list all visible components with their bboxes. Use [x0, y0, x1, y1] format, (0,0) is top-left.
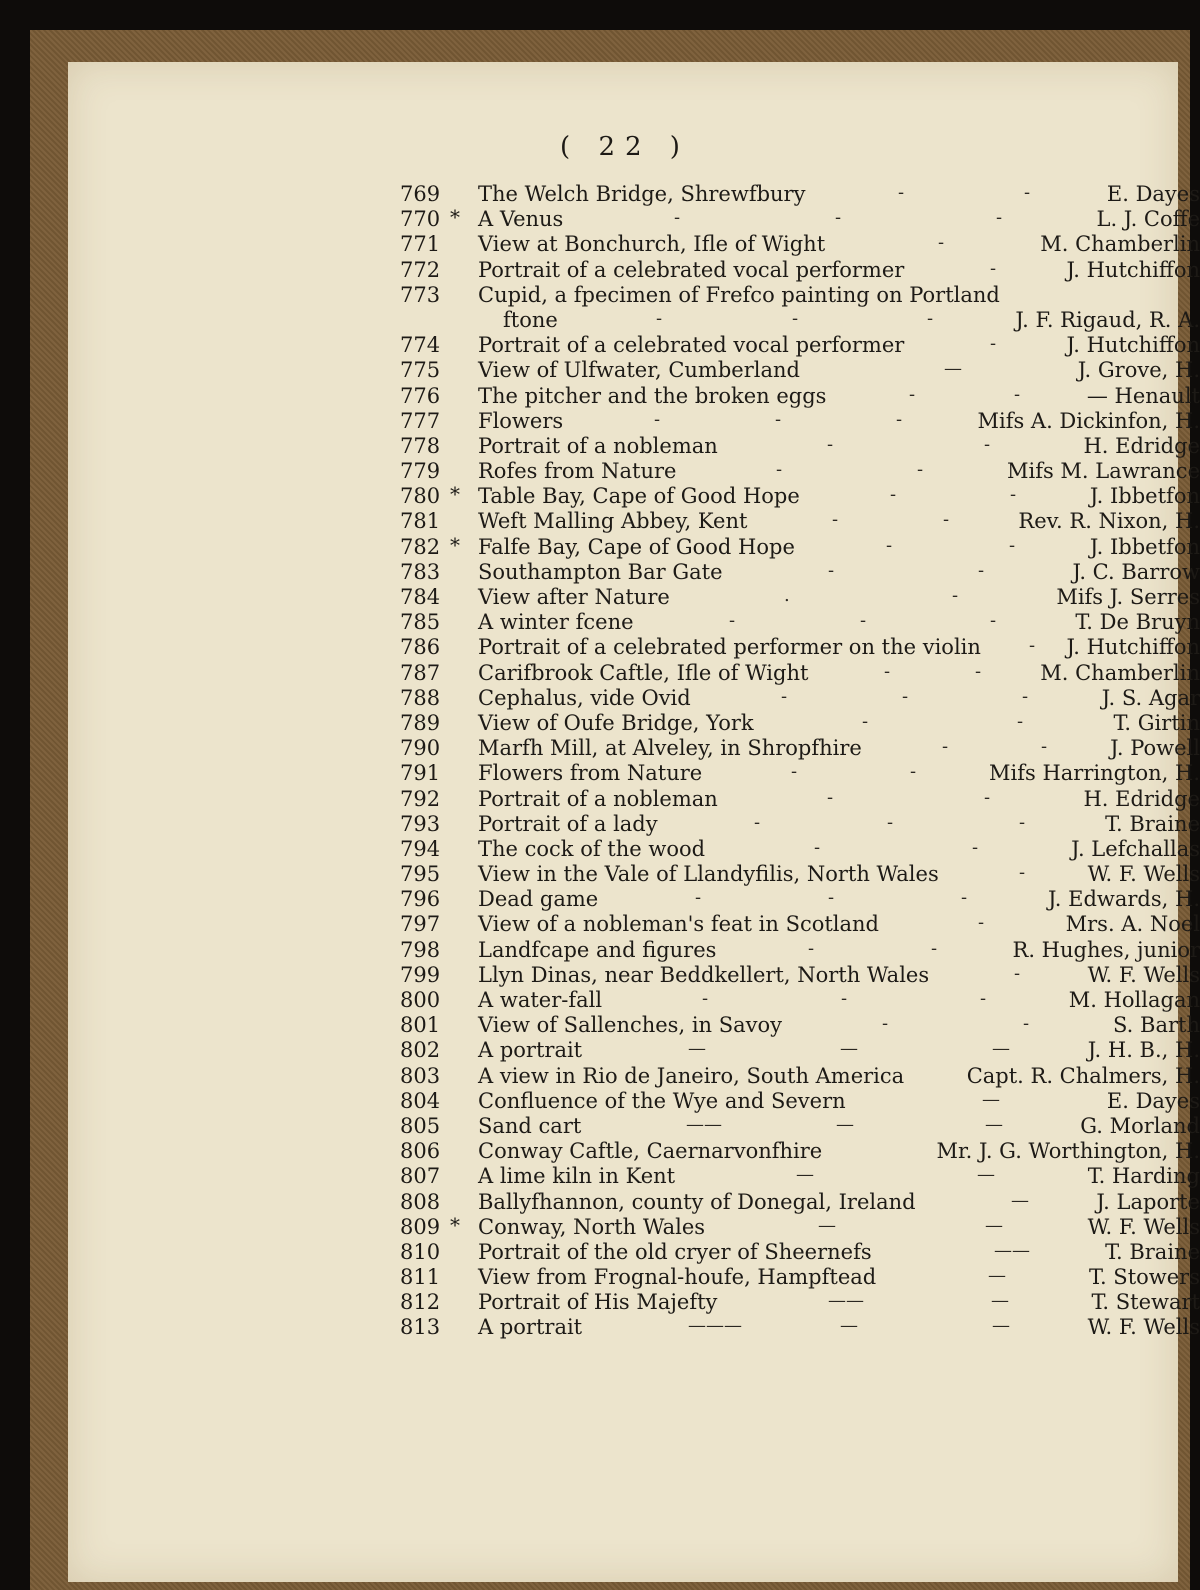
leader-dash: ——	[828, 1290, 864, 1311]
leader-dash: -	[882, 1013, 888, 1034]
entry-number: 790	[400, 736, 446, 760]
catalogue-entry	[68, 837, 1200, 862]
entry-artist: Capt. R. Chalmers, H.	[967, 1064, 1200, 1088]
asterisk-mark: *	[450, 533, 468, 557]
entry-title: The cock of the wood	[478, 837, 705, 861]
entry-title: View of Ulfwater, Cumberland	[478, 358, 800, 382]
leader-dash: -	[884, 661, 890, 682]
entry-artist: J. Hutchiffon	[1066, 258, 1200, 282]
leader-dash: .	[784, 585, 790, 606]
leader-dash: -	[943, 509, 949, 530]
leader-dash: -	[996, 207, 1002, 228]
leader-dash: -	[674, 207, 680, 228]
leader-dash: —	[944, 358, 962, 379]
leader-dash: —	[796, 1164, 814, 1185]
leader-dash: -	[975, 661, 981, 682]
leader-dash: —	[991, 1290, 1009, 1311]
leader-dash: —	[992, 1315, 1010, 1336]
catalogue-entry	[68, 912, 1200, 937]
entry-artist: L. J. Coffe	[1097, 207, 1200, 231]
entry-number: 811	[400, 1265, 446, 1289]
entry-title: Marfh Mill, at Alveley, in Shropfhire	[478, 736, 862, 760]
entry-number: 788	[400, 686, 446, 710]
leader-dash: -	[841, 988, 847, 1009]
leader-dash: -	[1017, 711, 1023, 732]
entry-title: View of a nobleman's feat in Scotland	[478, 912, 879, 936]
leader-dash: -	[1023, 1013, 1029, 1034]
leader-dash: -	[776, 459, 782, 480]
entry-artist: T. Stowers	[1089, 1265, 1200, 1289]
leader-dash: ———	[688, 1315, 742, 1336]
entry-number: 805	[400, 1114, 446, 1138]
entry-title: Falfe Bay, Cape of Good Hope	[478, 535, 795, 559]
leader-dash: -	[978, 912, 984, 933]
entry-number: 796	[400, 887, 446, 911]
catalogue-entry	[68, 938, 1200, 963]
entry-number: 775	[400, 358, 446, 382]
entry-title: Cupid, a fpecimen of Frefco painting on Portland	[478, 283, 1000, 307]
entry-number: 791	[400, 761, 446, 785]
leader-dash: —	[818, 1215, 836, 1236]
catalogue-entry	[68, 308, 1200, 333]
entry-number: 812	[400, 1290, 446, 1314]
entry-title: View after Nature	[478, 585, 670, 609]
entry-artist: T. Girtin	[1114, 711, 1200, 735]
catalogue-entry	[68, 1089, 1200, 1114]
leader-dash: -	[1019, 812, 1025, 833]
catalogue-entry	[68, 661, 1200, 686]
entry-artist: J. Grove, H.	[1078, 358, 1200, 382]
entry-artist: J. Ibbetfon	[1090, 484, 1200, 508]
leader-dash: -	[990, 333, 996, 354]
entry-artist: Mifs A. Dickinfon, H.	[977, 409, 1200, 433]
entry-number: 795	[400, 862, 446, 886]
leader-dash: —	[992, 1038, 1010, 1059]
entry-artist: J. F. Rigaud, R. A.	[1015, 308, 1200, 332]
catalogue-entry	[68, 1139, 1200, 1164]
entry-number: 771	[400, 232, 446, 256]
leader-dash: ——	[686, 1114, 722, 1135]
entry-artist: T. De Bruyn	[1075, 610, 1200, 634]
entry-artist: J. Hutchiffon	[1066, 635, 1200, 659]
leader-dash: —	[840, 1038, 858, 1059]
leader-dash: -	[931, 938, 937, 959]
leader-dash: -	[656, 308, 662, 329]
entry-artist: Mifs J. Serres	[1056, 585, 1200, 609]
leader-dash: -	[1014, 384, 1020, 405]
leader-dash: -	[835, 207, 841, 228]
catalogue-entry	[68, 711, 1200, 736]
catalogue-entry	[68, 358, 1200, 383]
entry-title: Southampton Bar Gate	[478, 560, 723, 584]
catalogue-entry	[68, 1064, 1200, 1089]
leader-dash: -	[961, 887, 967, 908]
entry-number: 781	[400, 509, 446, 533]
leader-dash: -	[828, 560, 834, 581]
leader-dash: -	[827, 787, 833, 808]
leader-dash: —	[988, 1265, 1006, 1286]
entry-number: 794	[400, 837, 446, 861]
catalogue-entry	[68, 686, 1200, 711]
entry-title: Flowers	[478, 409, 563, 433]
leader-dash: -	[862, 711, 868, 732]
entry-number: 783	[400, 560, 446, 584]
leader-dash: -	[814, 837, 820, 858]
entry-number: 792	[400, 787, 446, 811]
entry-number: 774	[400, 333, 446, 357]
catalogue-entry	[68, 787, 1200, 812]
leader-dash: -	[832, 509, 838, 530]
entry-title: Portrait of a lady	[478, 812, 658, 836]
catalogue-entry	[68, 963, 1200, 988]
catalogue-entry	[68, 1164, 1200, 1189]
entry-title: Table Bay, Cape of Good Hope	[478, 484, 800, 508]
catalogue-entry	[68, 1315, 1200, 1340]
catalogue-entry	[68, 283, 1200, 308]
entry-title: Portrait of a celebrated performer on the violin	[478, 635, 981, 659]
entry-artist: M. Hollagan	[1069, 988, 1200, 1012]
leader-dash: -	[938, 232, 944, 253]
entry-title: Conway, North Wales	[478, 1215, 705, 1239]
entry-title: Dead game	[478, 887, 598, 911]
leader-dash: —	[982, 1089, 1000, 1110]
leader-dash: -	[917, 459, 923, 480]
leader-dash: -	[1024, 182, 1030, 203]
entry-artist: H. Edridge	[1083, 787, 1200, 811]
entry-artist: — Henault	[1087, 384, 1200, 408]
leader-dash: -	[896, 409, 902, 430]
entry-number: 784	[400, 585, 446, 609]
leader-dash: -	[952, 585, 958, 606]
entry-artist: Rev. R. Nixon, H.	[1018, 509, 1200, 533]
leader-dash: -	[984, 787, 990, 808]
entry-number: 809	[400, 1215, 446, 1239]
leader-dash: -	[886, 535, 892, 556]
leader-dash: ——	[994, 1240, 1030, 1261]
entry-number: 798	[400, 938, 446, 962]
entry-number: 797	[400, 912, 446, 936]
catalogue-entry	[68, 409, 1200, 434]
catalogue-entry	[68, 887, 1200, 912]
leader-dash: -	[980, 988, 986, 1009]
entry-artist: H. Edridge	[1083, 434, 1200, 458]
entry-title: View at Bonchurch, Ifle of Wight	[478, 232, 825, 256]
entry-number: 782	[400, 535, 446, 559]
entry-title: A view in Rio de Janeiro, South America	[478, 1064, 904, 1088]
catalogue-entry	[68, 812, 1200, 837]
entry-artist: J. Edwards, H.	[1048, 887, 1200, 911]
leader-dash: —	[985, 1215, 1003, 1236]
entry-artist: T. Stewart	[1092, 1290, 1200, 1314]
entry-artist: M. Chamberlin	[1040, 232, 1200, 256]
catalogue-entry	[68, 1013, 1200, 1038]
entry-artist: T. Braine	[1105, 1240, 1200, 1264]
leader-dash: -	[654, 409, 660, 430]
entry-number: 785	[400, 610, 446, 634]
leader-dash: -	[775, 409, 781, 430]
leader-dash: -	[984, 434, 990, 455]
entry-number: 772	[400, 258, 446, 282]
catalogue-entries	[68, 182, 1200, 1342]
entry-artist: J. Powell	[1110, 736, 1200, 760]
entry-title: The pitcher and the broken eggs	[478, 384, 826, 408]
entry-title: Portrait of a celebrated vocal performer	[478, 333, 904, 357]
entry-artist: J. Laporte	[1096, 1190, 1200, 1214]
catalogue-entry	[68, 585, 1200, 610]
entry-title: A water-fall	[478, 988, 602, 1012]
leader-dash: -	[1019, 862, 1025, 883]
entry-title: View in the Vale of Llandyfilis, North Wales	[478, 862, 939, 886]
entry-title: Rofes from Nature	[478, 459, 676, 483]
leader-dash: -	[792, 308, 798, 329]
entry-artist: S. Barth	[1113, 1013, 1200, 1037]
entry-title: Llyn Dinas, near Beddkellert, North Wales	[478, 963, 929, 987]
entry-number: 769	[400, 182, 446, 206]
leader-dash: -	[1014, 963, 1020, 984]
leader-dash: -	[754, 812, 760, 833]
catalogue-entry	[68, 232, 1200, 257]
entry-title: A portrait	[478, 1038, 582, 1062]
catalogue-entry	[68, 560, 1200, 585]
entry-title: Landfcape and figures	[478, 938, 716, 962]
entry-number: 802	[400, 1038, 446, 1062]
entry-title: ftone	[503, 308, 558, 332]
entry-artist: Mr. J. G. Worthington, H.	[936, 1139, 1200, 1163]
leader-dash: —	[985, 1114, 1003, 1135]
leader-dash: -	[898, 182, 904, 203]
entry-title: Conway Caftle, Caernarvonfhire	[478, 1139, 822, 1163]
entry-title: View of Oufe Bridge, York	[478, 711, 754, 735]
entry-artist: J. Hutchiffon	[1066, 333, 1200, 357]
entry-title: Portrait of a nobleman	[478, 434, 718, 458]
leader-dash: —	[688, 1038, 706, 1059]
entry-title: Portrait of a nobleman	[478, 787, 718, 811]
leader-dash: -	[828, 887, 834, 908]
entry-title: Flowers from Nature	[478, 761, 702, 785]
leader-dash: —	[977, 1164, 995, 1185]
asterisk-mark: *	[450, 1213, 468, 1237]
entry-number: 801	[400, 1013, 446, 1037]
leader-dash: -	[909, 384, 915, 405]
entry-artist: Mifs M. Lawrance	[1007, 459, 1200, 483]
leader-dash: -	[910, 761, 916, 782]
catalogue-entry	[68, 509, 1200, 534]
catalogue-entry	[68, 1114, 1200, 1139]
entry-artist: E. Dayes	[1107, 1089, 1200, 1113]
entry-artist: J. C. Barrow	[1073, 560, 1200, 584]
entry-artist: R. Hughes, junior	[1013, 938, 1200, 962]
leader-dash: -	[978, 560, 984, 581]
entry-number: 800	[400, 988, 446, 1012]
entry-artist: Mifs Harrington, H.	[989, 761, 1200, 785]
entry-title: The Welch Bridge, Shrewfbury	[478, 182, 805, 206]
entry-artist: M. Chamberlin	[1040, 661, 1200, 685]
entry-title: A portrait	[478, 1315, 582, 1339]
entry-title: Sand cart	[478, 1114, 581, 1138]
entry-number: 813	[400, 1315, 446, 1339]
leader-dash: -	[808, 938, 814, 959]
catalogue-entry	[68, 1265, 1200, 1290]
leader-dash: -	[1041, 736, 1047, 757]
catalogue-entry	[68, 182, 1200, 207]
entry-title: Ballyfhannon, county of Donegal, Ireland	[478, 1190, 916, 1214]
leader-dash: -	[860, 610, 866, 631]
leader-dash: —	[1011, 1190, 1029, 1211]
entry-artist: T. Braine	[1105, 812, 1200, 836]
entry-number: 799	[400, 963, 446, 987]
entry-artist: T. Harding	[1088, 1164, 1200, 1188]
catalogue-entry	[68, 207, 1200, 232]
entry-number: 776	[400, 384, 446, 408]
entry-artist: W. F. Wells	[1088, 1315, 1200, 1339]
catalogue-entry	[68, 484, 1200, 509]
entry-number: 786	[400, 635, 446, 659]
entry-artist: G. Morland	[1080, 1114, 1200, 1138]
entry-artist: Mrs. A. Noel	[1066, 912, 1200, 936]
entry-number: 780	[400, 484, 446, 508]
entry-artist: W. F. Wells	[1088, 862, 1200, 886]
entry-number: 777	[400, 409, 446, 433]
entry-artist: J. H. B., H.	[1088, 1038, 1200, 1062]
catalogue-entry	[68, 988, 1200, 1013]
entry-artist: W. F. Wells	[1088, 963, 1200, 987]
catalogue-entry	[68, 1290, 1200, 1315]
catalogue-entry	[68, 1215, 1200, 1240]
entry-number: 810	[400, 1240, 446, 1264]
asterisk-mark: *	[450, 482, 468, 506]
entry-number: 779	[400, 459, 446, 483]
leader-dash: -	[902, 686, 908, 707]
entry-title: Cephalus, vide Ovid	[478, 686, 691, 710]
leader-dash: -	[729, 610, 735, 631]
leader-dash: -	[972, 837, 978, 858]
catalogue-entry	[68, 384, 1200, 409]
leader-dash: -	[890, 484, 896, 505]
entry-title: A Venus	[478, 207, 563, 231]
leader-dash: -	[827, 434, 833, 455]
entry-artist: J. Ibbetfon	[1090, 535, 1200, 559]
entry-title: Portrait of a celebrated vocal performer	[478, 258, 904, 282]
leader-dash: -	[990, 610, 996, 631]
catalogue-entry	[68, 736, 1200, 761]
entry-title: Portrait of His Majefty	[478, 1290, 717, 1314]
leader-dash: —	[836, 1114, 854, 1135]
leader-dash: -	[1009, 535, 1015, 556]
entry-number: 770	[400, 207, 446, 231]
entry-artist: J. Lefchallas	[1071, 837, 1200, 861]
entry-number: 789	[400, 711, 446, 735]
catalogue-entry	[68, 610, 1200, 635]
entry-title: View from Frognal-houfe, Hampftead	[478, 1265, 876, 1289]
entry-title: View of Sallenches, in Savoy	[478, 1013, 782, 1037]
leader-dash: -	[1029, 635, 1035, 656]
leader-dash: -	[1010, 484, 1016, 505]
entry-number: 773	[400, 283, 446, 307]
entry-title: Carifbrook Caftle, Ifle of Wight	[478, 661, 808, 685]
entry-artist: W. F. Wells	[1088, 1215, 1200, 1239]
leader-dash: -	[1022, 686, 1028, 707]
leader-dash: -	[927, 308, 933, 329]
leader-dash: -	[791, 761, 797, 782]
leader-dash: -	[942, 736, 948, 757]
entry-number: 806	[400, 1139, 446, 1163]
catalogue-entry	[68, 434, 1200, 459]
entry-number: 804	[400, 1089, 446, 1113]
catalogue-entry	[68, 459, 1200, 484]
entry-title: Portrait of the old cryer of Sheernefs	[478, 1240, 872, 1264]
leader-dash: -	[990, 258, 996, 279]
entry-number: 793	[400, 812, 446, 836]
entry-title: Weft Malling Abbey, Kent	[478, 509, 747, 533]
leader-dash: -	[695, 887, 701, 908]
catalogue-entry	[68, 258, 1200, 283]
entry-title: Confluence of the Wye and Severn	[478, 1089, 846, 1113]
entry-number: 778	[400, 434, 446, 458]
leader-dash: -	[887, 812, 893, 833]
leader-dash: -	[702, 988, 708, 1009]
entry-number: 808	[400, 1190, 446, 1214]
entry-number: 807	[400, 1164, 446, 1188]
leader-dash: -	[781, 686, 787, 707]
leader-dash: —	[840, 1315, 858, 1336]
entry-number: 803	[400, 1064, 446, 1088]
entry-title: A winter fcene	[478, 610, 634, 634]
entry-number: 787	[400, 661, 446, 685]
catalogue-entry	[68, 1240, 1200, 1265]
catalogue-entry	[68, 635, 1200, 660]
catalogue-entry	[68, 761, 1200, 786]
catalogue-page	[68, 62, 1178, 1582]
catalogue-entry	[68, 333, 1200, 358]
catalogue-entry	[68, 862, 1200, 887]
entry-artist: J. S. Agar	[1102, 686, 1200, 710]
catalogue-entry	[68, 535, 1200, 560]
entry-title: A lime kiln in Kent	[478, 1164, 675, 1188]
asterisk-mark: *	[450, 205, 468, 229]
entry-artist: E. Dayes	[1107, 182, 1200, 206]
catalogue-entry	[68, 1190, 1200, 1215]
catalogue-entry	[68, 1038, 1200, 1063]
page-number-header: ( 22 )	[68, 132, 1182, 162]
